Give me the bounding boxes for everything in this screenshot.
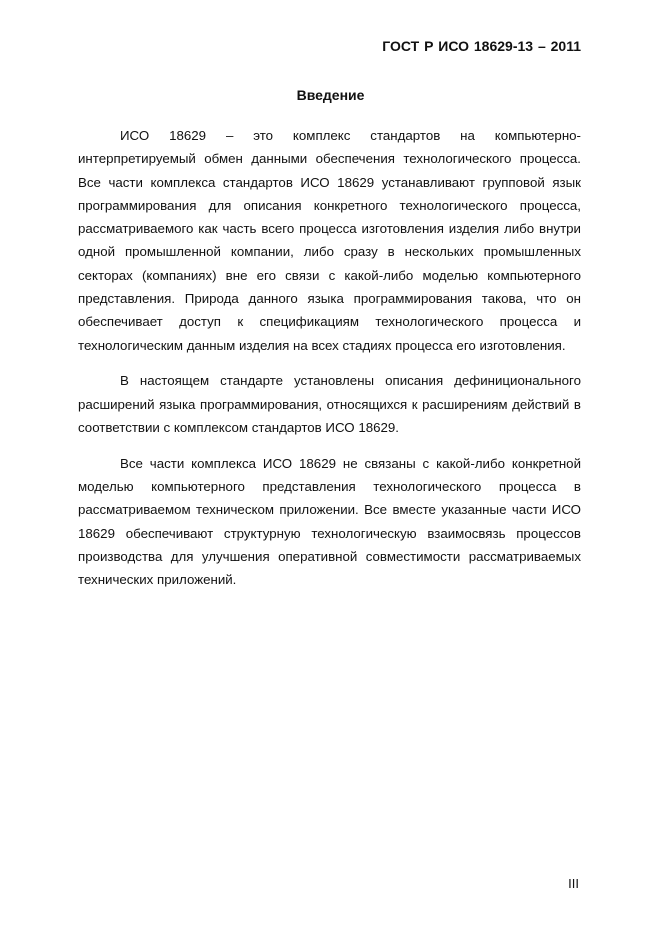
paragraph-line: рассматриваемого как часть всего процесса изготовления изделия либо внутри <box>78 221 581 237</box>
paragraph-line: соответствии с комплексом стандартов ИСО 18629. <box>78 420 399 436</box>
paragraph-line: ИСО 18629 – это комплекс стандартов на компьютерно- <box>120 128 581 143</box>
paragraph-line: представления. Природа данного языка программирования такова, что он <box>78 291 581 307</box>
paragraph-line: интерпретируемый обмен данными обеспечения технологического процесса. <box>78 151 581 167</box>
paragraph <box>78 124 581 357</box>
paragraph-line: расширений языка программирования, относящихся к расширениям действий в <box>78 396 581 412</box>
section-title: Введение <box>296 87 365 103</box>
page-number: III <box>568 876 579 891</box>
document-body <box>78 124 581 604</box>
document-header-id: ГОСТ Р ИСО 18629-13 – 2011 <box>382 38 581 54</box>
paragraph-line: Все части комплекса ИСО 18629 не связаны с какой-либо конкретной <box>120 455 581 471</box>
paragraph-line: моделью компьютерного представления технологического процесса в <box>78 479 581 495</box>
paragraph-line: 18629 обеспечивают структурную технологическую взаимосвязь процессов <box>78 525 581 541</box>
paragraph-line: технических приложений. <box>78 572 237 588</box>
paragraph-line: одной промышленной компании, либо сразу в нескольких промышленных <box>78 244 581 260</box>
paragraph-line: В настоящем стандарте установлены описания дефиниционального <box>120 373 581 389</box>
paragraph-line: Все части комплекса стандартов ИСО 18629 устанавливают групповой язык <box>78 174 581 190</box>
paragraph-line: обеспечивает доступ к спецификациям технологического процесса и <box>78 314 581 330</box>
paragraph-line: программирования для описания конкретного технологического процесса, <box>78 197 581 213</box>
paragraph-line: секторах (компаниях) вне его связи с какой-либо моделью компьютерного <box>78 267 581 283</box>
paragraph <box>78 452 581 592</box>
paragraph-line: производства для улучшения оперативной совместимости рассматриваемых <box>78 549 581 565</box>
paragraph-line: рассматриваемом техническом приложении. Все вместе указанные части ИСО <box>78 502 581 518</box>
paragraph-line: технологическим данным изделия на всех стадиях процесса его изготовления. <box>78 337 566 353</box>
paragraph <box>78 369 581 439</box>
